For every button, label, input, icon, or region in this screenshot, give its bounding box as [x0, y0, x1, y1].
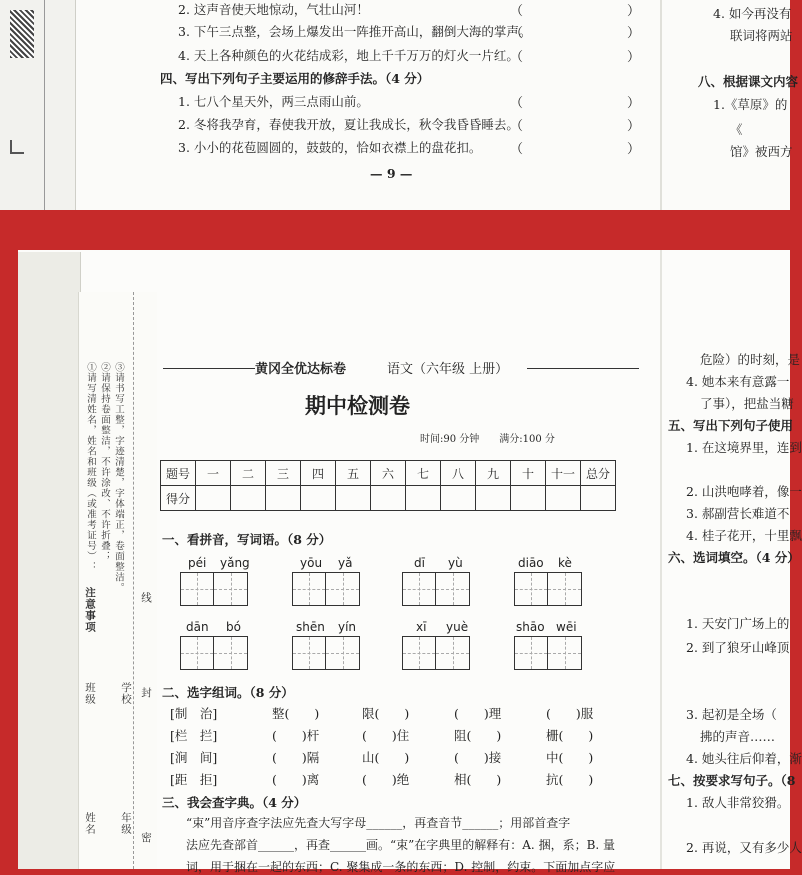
- writing-grid[interactable]: [292, 636, 360, 670]
- sec3-line-1: “束”用音序查字法应先查大写字母______，再查音节______；用部首查字: [186, 816, 571, 830]
- exam-stub: [78, 292, 157, 869]
- score-header-cell: 六: [371, 461, 406, 486]
- pinyin-7b: yuè: [446, 620, 469, 634]
- sec2-row-4-blank[interactable]: ( )绝: [362, 772, 410, 787]
- stub-label-grade: 年级: [120, 812, 132, 835]
- right-line-13: 拂的声音……: [700, 729, 776, 744]
- pinyin-7a: xī: [416, 620, 427, 634]
- sec2-row-2-pair: [栏 拦]: [170, 728, 218, 743]
- sec2-row-2-blank[interactable]: 栅( ): [546, 728, 594, 743]
- sec2-row-3-pair: [涧 间]: [170, 750, 218, 765]
- score-cell[interactable]: [301, 486, 336, 511]
- sec2-row-1-blank[interactable]: ( )理: [454, 706, 502, 721]
- answer-paren[interactable]: （ ）: [510, 4, 641, 19]
- score-cell[interactable]: [196, 486, 231, 511]
- answer-paren[interactable]: （ ）: [510, 50, 641, 65]
- right-line-6: 2. 山洪咆哮着，像一: [686, 484, 802, 499]
- sec3-line-2: 法应先查部首______，再查______画。“束”在字典里的解释有：A. 捆，系；B. 量: [186, 838, 616, 852]
- writing-grid[interactable]: [514, 636, 582, 670]
- top-right-line-5: 《: [730, 122, 768, 137]
- stub-label-school: 学校: [120, 682, 132, 705]
- sec2-row-2-blank[interactable]: 阻( ): [454, 728, 502, 743]
- score-row-label: 得分: [161, 486, 196, 511]
- sec2-row-1-blank[interactable]: ( )服: [546, 706, 594, 721]
- top-line-3: 4. 天上各种颜色的火花结成彩，地上千千万万的灯火一片红。: [178, 48, 519, 63]
- score-header-cell: 八: [441, 461, 476, 486]
- right-line-9: 六、选词填空。（4 分）: [668, 550, 800, 565]
- writing-grid[interactable]: [514, 572, 582, 606]
- pinyin-6a: shēn: [296, 620, 325, 634]
- top-right-line-3: 八、根据课文内容: [698, 74, 799, 89]
- sec2-row-1-pair: [制 治]: [170, 706, 218, 721]
- score-header-cell: 三: [266, 461, 301, 486]
- right-line-17: 2. 再说，又有多少人: [686, 840, 802, 855]
- top-line-2: 3. 下午三点整，会场上爆发出一阵推开高山，翻倒大海的掌声。: [178, 24, 532, 39]
- writing-grid[interactable]: [180, 572, 248, 606]
- top-page: [0, 0, 799, 220]
- stub-note-3: ③请书写工整，字迹清楚，字体端正，卷面整洁。: [113, 362, 124, 593]
- pinyin-2b: yǎ: [338, 556, 353, 570]
- answer-paren[interactable]: （ ）: [510, 26, 641, 41]
- answer-paren[interactable]: （ ）: [510, 119, 641, 134]
- score-cell[interactable]: [406, 486, 441, 511]
- header-brand: 黄冈全优达标卷: [255, 362, 347, 377]
- pinyin-4a: diāo: [518, 556, 544, 570]
- section-1-title: 一、看拼音，写词语。（8 分）: [162, 532, 332, 547]
- top-line-5: 1. 七八个星天外，两三点雨山前。: [178, 94, 369, 109]
- pinyin-1b: yǎng: [220, 556, 250, 570]
- right-line-14: 4. 她头往后仰着，渐: [686, 751, 802, 766]
- stub-seal-feng: 封: [140, 687, 152, 699]
- sec2-row-3-blank[interactable]: ( )接: [454, 750, 502, 765]
- score-cell[interactable]: [511, 486, 546, 511]
- top-right-line-4: 1.《草原》的: [713, 97, 788, 112]
- stub-note-2: ②请保持卷面整洁，不许涂改、不许折叠；: [99, 362, 110, 562]
- score-cell[interactable]: [441, 486, 476, 511]
- writing-grid[interactable]: [402, 636, 470, 670]
- header-rule-right: [527, 368, 639, 369]
- pinyin-1a: péi: [188, 556, 207, 570]
- answer-paren[interactable]: （ ）: [510, 142, 641, 157]
- sec2-row-4-blank[interactable]: 抗( ): [546, 772, 594, 787]
- right-line-5: 1. 在这境界里，连到: [686, 440, 802, 455]
- right-line-4: 五、写出下列句子使用: [668, 418, 794, 433]
- right-line-11: 2. 到了狼牙山峰顶: [686, 640, 790, 655]
- score-table: [160, 460, 616, 511]
- page-curl: [18, 252, 81, 869]
- red-background: [0, 210, 790, 250]
- sec2-row-1-blank[interactable]: 整( ): [272, 706, 320, 721]
- gutter-rule: [44, 0, 71, 210]
- exam-meta: 时间:90 分钟 满分:100 分: [420, 434, 555, 445]
- stub-seal-line: 线: [140, 592, 152, 604]
- pinyin-3b: yù: [448, 556, 463, 570]
- score-cell[interactable]: [581, 486, 616, 511]
- right-line-15: 七、按要求写句子。（8: [668, 773, 796, 788]
- right-line-8: 4. 桂子花开，十里飘: [686, 528, 802, 543]
- top-right-line-1: 4. 如今再没有: [713, 6, 792, 21]
- pinyin-2a: yōu: [300, 556, 323, 570]
- sec2-row-1-blank[interactable]: 限( ): [362, 706, 410, 721]
- top-right-line-6: 馆》被西方: [730, 144, 793, 159]
- seal-cut-line: [133, 292, 134, 869]
- score-table-header-row: [161, 461, 616, 486]
- right-line-16: 1. 敌人非常狡猾。: [686, 795, 790, 810]
- score-cell[interactable]: [231, 486, 266, 511]
- pinyin-5b: bó: [226, 620, 241, 634]
- pinyin-8b: wēi: [556, 620, 577, 634]
- score-header-cell: 题号: [161, 461, 196, 486]
- pinyin-6b: yín: [338, 620, 357, 634]
- sec2-row-2-blank[interactable]: ( )杆: [272, 728, 320, 743]
- sec2-row-4-blank[interactable]: ( )离: [272, 772, 320, 787]
- stub-note-1: ①请写清姓名，姓名和班级（或准考证号）：: [85, 362, 96, 572]
- score-header-cell: 五: [336, 461, 371, 486]
- score-cell[interactable]: [546, 486, 581, 511]
- pinyin-8a: shāo: [516, 620, 545, 634]
- score-cell[interactable]: [476, 486, 511, 511]
- stub-seal-mi: 密: [140, 832, 152, 844]
- score-header-cell: 九: [476, 461, 511, 486]
- header-rule-left: [163, 368, 255, 369]
- score-cell[interactable]: [371, 486, 406, 511]
- top-line-1: 2. 这声音使天地惊动，气壮山河！: [178, 2, 369, 17]
- exam-title: 期中检测卷: [305, 393, 410, 418]
- page-spine: [660, 250, 662, 869]
- right-line-3: 了事），把盐当糖: [700, 396, 794, 411]
- score-header-cell: 二: [231, 461, 266, 486]
- qr-code-icon: [10, 10, 34, 58]
- stub-notes-heading: 注意事项: [84, 587, 96, 633]
- sec2-row-2-blank[interactable]: ( )住: [362, 728, 410, 743]
- top-line-7: 3. 小小的花苞圆圆的，鼓鼓的，恰如衣襟上的盘花扣。: [178, 140, 482, 155]
- sec2-row-4-pair: [距 拒]: [170, 772, 218, 787]
- top-line-6: 2. 冬将我孕育，春使我开放，夏让我成长，秋令我昏昏睡去。: [178, 117, 519, 132]
- top-section-4-title: 四、写出下列句子主要运用的修辞手法。（4 分）: [160, 71, 430, 86]
- section-3-title: 三、我会查字典。（4 分）: [162, 795, 307, 810]
- score-header-cell: 十: [511, 461, 546, 486]
- score-header-cell: 十一: [546, 461, 581, 486]
- sec2-row-3-blank[interactable]: 中( ): [546, 750, 594, 765]
- right-line-2: 4. 她本来有意露一: [686, 374, 790, 389]
- score-header-cell: 七: [406, 461, 441, 486]
- sec3-line-3: 词，用于捆在一起的东西；C. 聚集成一条的东西；D. 控制，约束。下面加点字应: [186, 860, 616, 874]
- answer-paren[interactable]: （ ）: [510, 96, 641, 111]
- top-right-line-2: 联词将两站: [730, 28, 793, 43]
- score-header-cell: 四: [301, 461, 336, 486]
- sec2-row-3-blank[interactable]: ( )隔: [272, 750, 320, 765]
- right-line-12: 3. 起初是全场（: [686, 707, 777, 722]
- writing-grid[interactable]: [402, 572, 470, 606]
- stub-label-class: 班级: [84, 682, 96, 705]
- writing-grid[interactable]: [292, 572, 360, 606]
- section-2-title: 二、选字组词。（8 分）: [162, 685, 294, 700]
- right-line-1: 危险）的时刻，是: [700, 352, 801, 367]
- top-page-gutter: [0, 0, 76, 218]
- score-table-score-row: [161, 486, 616, 511]
- corner-mark-icon: [10, 140, 24, 154]
- header-subject: 语文（六年级 上册）: [387, 362, 509, 377]
- score-header-cell: 总分: [581, 461, 616, 486]
- right-line-10: 1. 天安门广场上的: [686, 616, 790, 631]
- sec2-row-4-blank[interactable]: 相( ): [454, 772, 502, 787]
- stub-label-name: 姓名: [84, 812, 96, 835]
- pinyin-3a: dī: [414, 556, 425, 570]
- writing-grid[interactable]: [180, 636, 248, 670]
- score-header-cell: 一: [196, 461, 231, 486]
- pinyin-4b: kè: [558, 556, 572, 570]
- score-cell[interactable]: [266, 486, 301, 511]
- page-spine: [660, 0, 662, 210]
- pinyin-5a: dān: [186, 620, 209, 634]
- sec2-row-3-blank[interactable]: 山( ): [362, 750, 410, 765]
- score-cell[interactable]: [336, 486, 371, 511]
- page-number: — 9 —: [370, 166, 413, 181]
- right-line-7: 3. 郝副营长难道不: [686, 506, 790, 521]
